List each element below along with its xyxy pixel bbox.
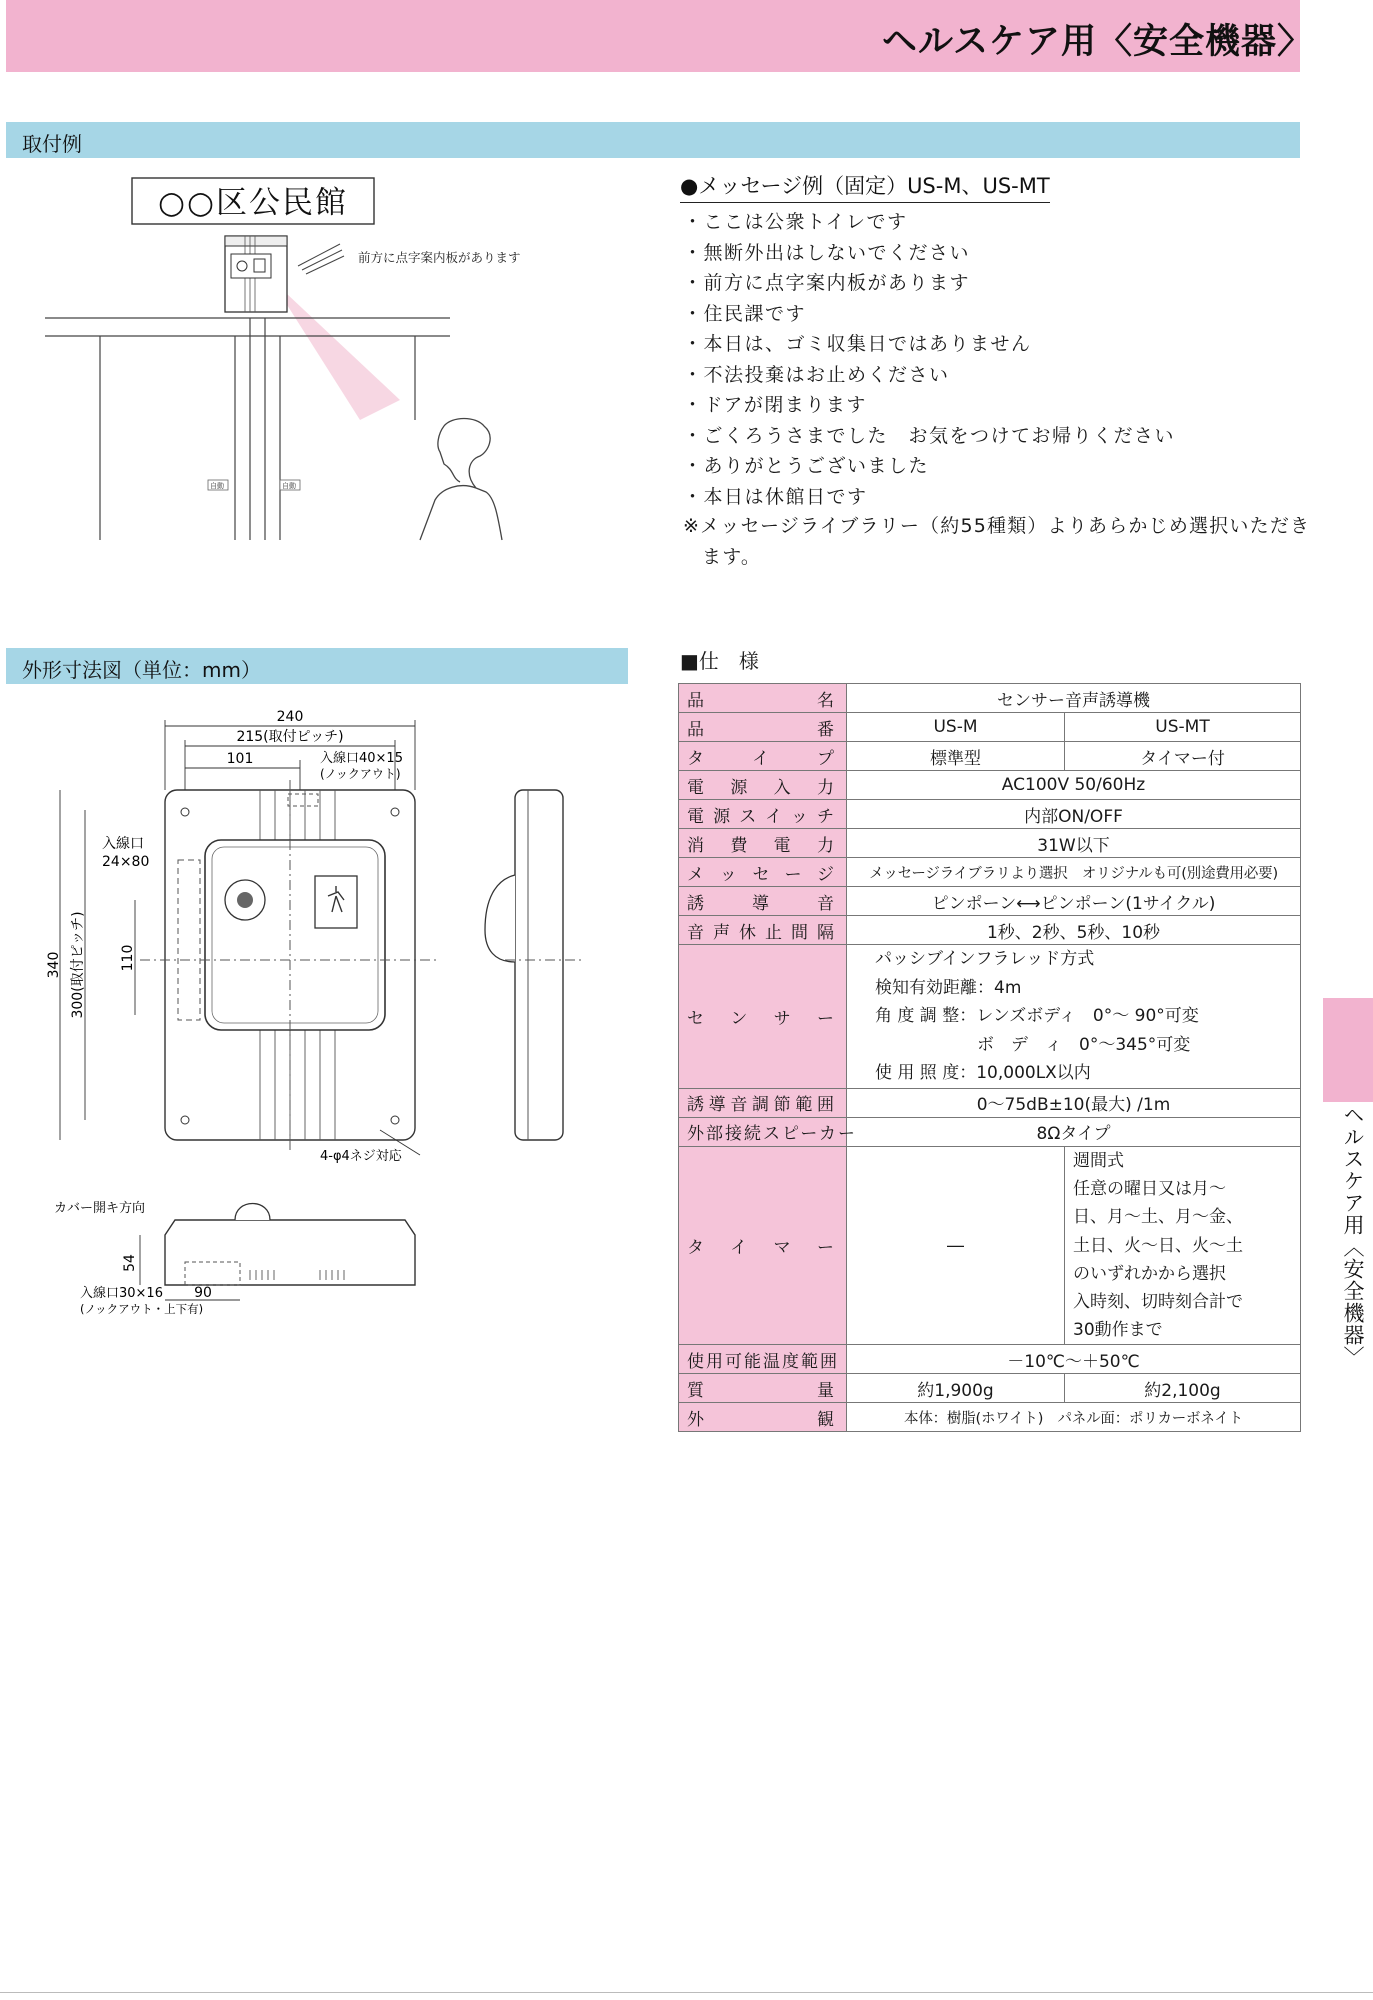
list-item: ・無断外出はしないでください bbox=[683, 241, 971, 264]
section-bar-dimensions bbox=[6, 648, 628, 684]
dim-110: 110 bbox=[120, 944, 136, 972]
list-item: ・前方に点字案内板があります bbox=[683, 272, 971, 294]
list-item: ・不法投棄はお止めください bbox=[683, 363, 950, 386]
spec-value: US-M bbox=[847, 713, 1065, 742]
building-frame bbox=[45, 318, 450, 540]
spec-table bbox=[678, 683, 1301, 1432]
dim-inlet-bottom: 入線口30×16 bbox=[80, 1286, 163, 1301]
list-item: ・本日は、ゴミ収集日ではありません bbox=[683, 333, 1032, 355]
spec-value: 標準型 bbox=[847, 742, 1065, 771]
message-examples-heading: ●メッセージ例（固定）US-M、US-MT bbox=[680, 170, 1050, 203]
spec-heading: ■仕 様 bbox=[680, 649, 759, 673]
dim-90: 90 bbox=[194, 1285, 212, 1301]
spec-label: 誘導音調節範囲 bbox=[679, 1088, 847, 1117]
side-tab bbox=[1323, 998, 1373, 1102]
table-row bbox=[679, 742, 1301, 771]
spec-value: 本体：樹脂(ホワイト) パネル面：ポリカーボネイト bbox=[847, 1403, 1301, 1432]
dim-pitch-215: 215(取付ピッチ) bbox=[236, 729, 344, 745]
spec-label: 品番 bbox=[679, 713, 847, 742]
list-item: ・ここは公衆トイレです bbox=[683, 211, 908, 233]
sensor-beam bbox=[270, 278, 400, 420]
door-label-left: 自動 bbox=[210, 482, 224, 490]
dim-pitch-300: 300(取付ピッチ) bbox=[70, 911, 86, 1019]
table-row bbox=[679, 1088, 1301, 1117]
spec-label: 消費電力 bbox=[679, 829, 847, 858]
spec-value: AC100V 50/60Hz bbox=[847, 771, 1301, 800]
side-view bbox=[485, 790, 585, 1140]
table-row bbox=[679, 829, 1301, 858]
spec-value: 約1,900g bbox=[847, 1374, 1065, 1403]
spec-label: 電源スイッチ bbox=[679, 800, 847, 829]
timer-line: 日、月～土、月～金、 bbox=[1073, 1207, 1243, 1228]
table-row bbox=[679, 713, 1301, 742]
spec-label: 誘導音 bbox=[679, 887, 847, 916]
page-title: ヘルスケア用〈安全機器〉 bbox=[882, 22, 1313, 62]
callout-text: 前方に点字案内板があります bbox=[358, 250, 521, 265]
dim-knockout-top-note: (ノックアウト) bbox=[320, 767, 401, 781]
spec-label: 使用可能温度範囲 bbox=[679, 1345, 847, 1374]
table-row bbox=[679, 684, 1301, 713]
spec-label: 電源入力 bbox=[679, 771, 847, 800]
spec-label: メッセージ bbox=[679, 858, 847, 887]
table-row bbox=[679, 858, 1301, 887]
table-row bbox=[679, 771, 1301, 800]
spec-value: 0～75dB±10(最大) /1m bbox=[847, 1088, 1301, 1117]
spec-label: 外部接続スピーカー bbox=[679, 1117, 847, 1146]
spec-value: 約2,100g bbox=[1065, 1374, 1301, 1403]
spec-value-sensor bbox=[847, 945, 1301, 1089]
list-item: ・ドアが閉まります bbox=[683, 394, 867, 416]
spec-label: 外観 bbox=[679, 1403, 847, 1432]
spec-label: 品名 bbox=[679, 684, 847, 713]
spec-value: －10℃～＋50℃ bbox=[847, 1345, 1301, 1374]
footer-rule bbox=[0, 1992, 1373, 1993]
timer-line: 週間式 bbox=[1073, 1150, 1124, 1171]
timer-line: のいずれかから選択 bbox=[1073, 1263, 1226, 1284]
side-tab-label: ヘルスケア用〈安全機器〉 bbox=[1341, 1104, 1365, 1368]
table-row bbox=[679, 1374, 1301, 1403]
sensor-line: 検知有効距離：4m bbox=[875, 977, 1022, 998]
spec-value: ― bbox=[847, 1146, 1065, 1344]
section-bar-mounting bbox=[6, 122, 1300, 158]
dim-width-240: 240 bbox=[276, 709, 304, 725]
sensor-line: 角 度 調 整：レンズボディ 0°～ 90°可変 bbox=[875, 1006, 1199, 1027]
list-item: ・住民課です bbox=[683, 302, 807, 325]
table-row bbox=[679, 945, 1301, 1089]
sensor-line: 使 用 照 度：10,000LX以内 bbox=[875, 1063, 1091, 1084]
spec-label: タイプ bbox=[679, 742, 847, 771]
mounting-illustration bbox=[40, 170, 620, 550]
spec-label: センサー bbox=[679, 945, 847, 1089]
spec-value: ピンポーン⟷ピンポーン(1サイクル) bbox=[847, 887, 1301, 916]
spec-value: 1秒、2秒、5秒、10秒 bbox=[847, 916, 1301, 945]
list-item: ・ありがとうございました bbox=[683, 455, 930, 477]
dim-height-340: 340 bbox=[46, 951, 62, 979]
dim-screw: 4-φ4ネジ対応 bbox=[320, 1149, 402, 1164]
spec-label: タイマー bbox=[679, 1146, 847, 1344]
spec-value: 8Ωタイプ bbox=[847, 1117, 1301, 1146]
list-item: ・ごくろうさまでした お気をつけてお帰りください bbox=[683, 424, 1176, 447]
table-row bbox=[679, 800, 1301, 829]
spec-value: 内部ON/OFF bbox=[847, 800, 1301, 829]
facility-sign-text: ○○区公民館 bbox=[157, 185, 349, 221]
table-row bbox=[679, 1117, 1301, 1146]
door-label-right: 自動 bbox=[282, 482, 296, 490]
table-row bbox=[679, 1146, 1301, 1344]
device-unit bbox=[225, 236, 287, 312]
spec-value: 31W以下 bbox=[847, 829, 1301, 858]
spec-value: US-MT bbox=[1065, 713, 1301, 742]
spec-label: 音声休止間隔 bbox=[679, 916, 847, 945]
spec-value: メッセージライブラリより選択 オリジナルも可(別途費用必要) bbox=[847, 858, 1301, 887]
person-silhouette bbox=[420, 419, 502, 541]
sensor-line: ボ デ ィ 0°～345°可変 bbox=[875, 1034, 1191, 1055]
dim-cover-direction: カバー開キ方向 bbox=[54, 1201, 146, 1216]
spec-value-timer bbox=[1065, 1146, 1301, 1344]
timer-line: 土日、火～日、火～土 bbox=[1073, 1235, 1243, 1256]
table-row bbox=[679, 887, 1301, 916]
dim-inlet-bottom-note: (ノックアウト・上下有) bbox=[80, 1302, 204, 1316]
dim-inlet-size: 24×80 bbox=[102, 854, 150, 870]
timer-line: 入時刻、切時刻合計で bbox=[1073, 1291, 1243, 1312]
timer-line: 30動作まで bbox=[1073, 1320, 1163, 1341]
spec-value: タイマー付 bbox=[1065, 742, 1301, 771]
section-title-mounting: 取付例 bbox=[22, 132, 82, 156]
table-row bbox=[679, 916, 1301, 945]
dim-101: 101 bbox=[226, 751, 254, 767]
message-list bbox=[683, 207, 1175, 512]
spec-label: 質量 bbox=[679, 1374, 847, 1403]
bottom-view bbox=[140, 1204, 415, 1301]
spec-value: センサー音声誘導機 bbox=[847, 684, 1301, 713]
dim-inlet: 入線口 bbox=[102, 836, 144, 852]
dimension-drawing bbox=[40, 700, 630, 1340]
sensor-line: パッシブインフラレッド方式 bbox=[875, 949, 1095, 969]
message-note: ※メッセージライブラリー（約55種類）よりあらかじめ選択いただきます。 bbox=[683, 515, 1311, 568]
timer-line: 任意の曜日又は月～ bbox=[1073, 1179, 1226, 1200]
dim-54: 54 bbox=[122, 1254, 138, 1272]
table-row bbox=[679, 1403, 1301, 1432]
table-row bbox=[679, 1345, 1301, 1374]
dim-knockout-top: 入線口40×15 bbox=[320, 751, 403, 766]
section-title-dimensions: 外形寸法図（単位：mm） bbox=[22, 658, 261, 682]
list-item: ・本日は休館日です bbox=[683, 485, 868, 508]
